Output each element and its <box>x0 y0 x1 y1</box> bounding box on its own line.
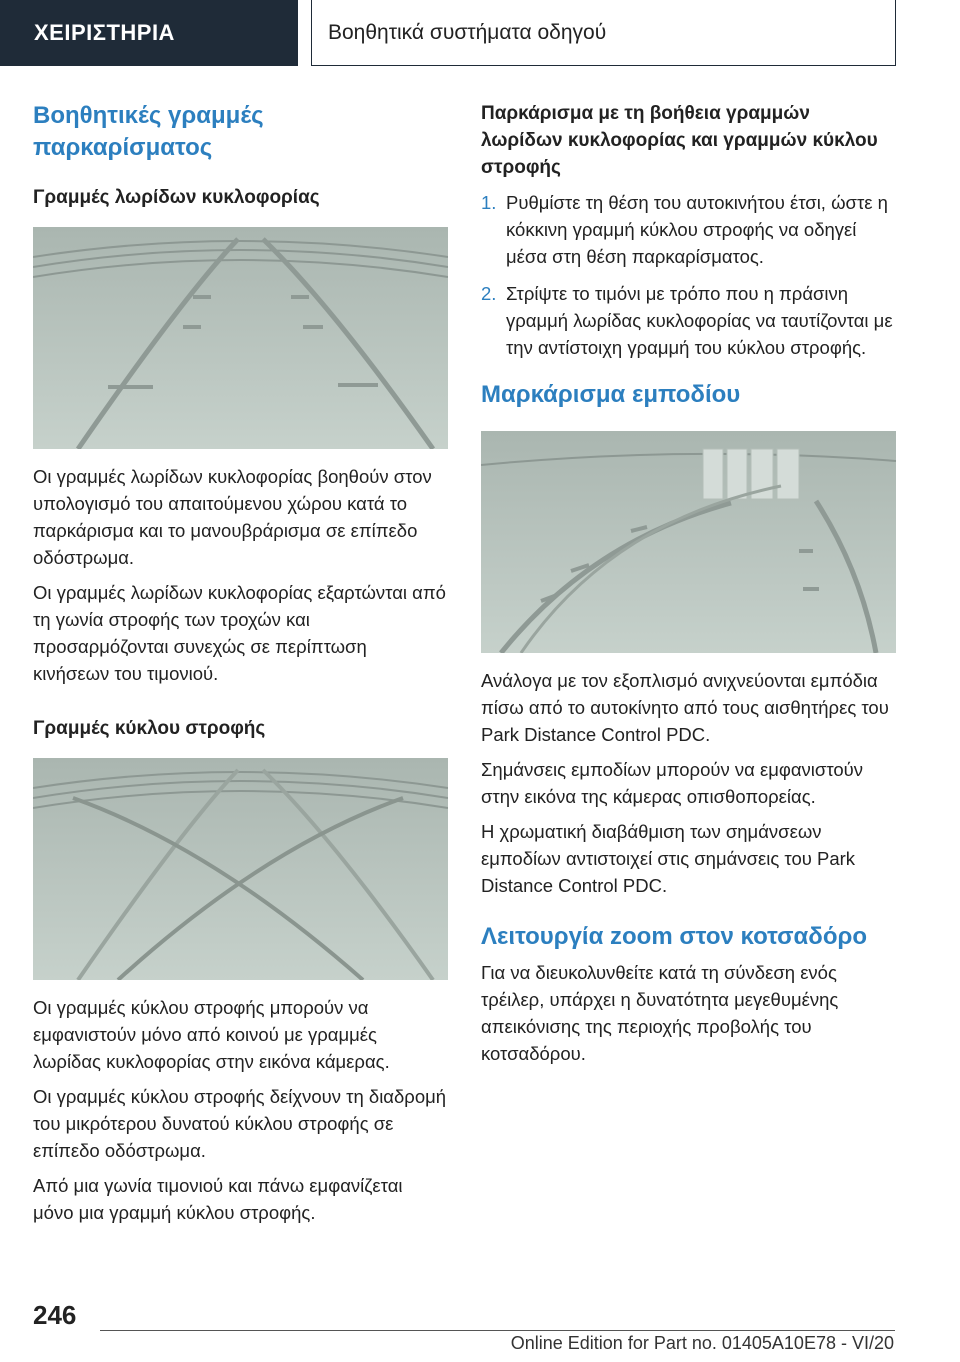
paragraph: Οι γραμμές κύκλου στροφής δείχνουν τη διαδρομή του μικρότερου δυνατού κύκλου στροφής σε επίπεδο οδόστρωμα. <box>33 1086 447 1161</box>
list-item <box>481 189 896 270</box>
step-number: 1. <box>481 192 497 213</box>
step-number: 2. <box>481 283 497 304</box>
footer-divider <box>100 1330 895 1331</box>
page-number: 246 <box>33 1300 77 1330</box>
subheading-parking-procedure: Παρκάρισμα με τη βοήθεια γραμμών λωρίδων κυκλοφορίας και γραμμών κύκλου στροφής <box>481 103 878 178</box>
subheading-turning-lines: Γραμμές κύκλου στροφής <box>33 718 266 739</box>
right-column <box>481 100 896 1075</box>
steps-list <box>481 189 896 361</box>
paragraph: Οι γραμμές λωρίδων κυκλοφορίας βοηθούν στον υπολογισμό του απαιτούμενου χώρου κατά το παρκάρισμα και το μανουβράρισμα σε επίπεδο οδόστρωμα. <box>33 466 432 568</box>
paragraph: Σημάνσεις εμποδίων μπορούν να εμφανιστούν στην εικόνα της κάμερας οπισθοπορείας. <box>481 759 864 807</box>
section-title-obstacle-marking: Μαρκάρισμα εμποδίου <box>481 381 741 408</box>
obstacle-marking-illustration <box>481 431 896 653</box>
section-title-parking-lines: Βοηθητικές γραμμές παρκαρίσματος <box>33 102 264 161</box>
footer-edition: Online Edition for Part no. 01405A10E78 - VI/20 <box>510 1333 894 1353</box>
paragraph: Οι γραμμές λωρίδων κυκλοφορίας εξαρτώνται από τη γωνία στροφής των τροχών και προσαρμόζονται συνεχώς σε περίπτωση κινήσεων του τιμονιού. <box>33 582 446 684</box>
paragraph: Οι γραμμές κύκλου στροφής μπορούν να εμφανιστούν μόνο από κοινού με γραμμές λωρίδας κυκλοφορίας στην εικόνα κάμερας. <box>33 997 390 1072</box>
list-item <box>481 280 896 361</box>
paragraph: Ανάλογα με τον εξοπλισμό ανιχνεύονται εμπόδια πίσω από το αυτοκίνητο από τους αισθητήρες του Park Distance Control PDC. <box>481 670 889 745</box>
step-text: Στρίψτε το τιμόνι με τρόπο που η πράσινη γραμμή λωρίδας κυκλοφορίας να ταυτίζονται με την αντίστοιχη γραμμή του κύκλου στροφής. <box>506 283 893 358</box>
lane-lines-illustration <box>33 227 448 449</box>
turning-circle-illustration <box>33 758 448 980</box>
step-text: Ρυθμίστε τη θέση του αυτοκινήτου έτσι, ώστε η κόκκινη γραμμή κύκλου στροφής να οδηγεί μέσα στη θέση παρκαρίσματος. <box>506 192 888 267</box>
chapter-tab: ΧΕΙΡΙΣΤΗΡΙΑ <box>0 0 298 66</box>
section-title-hitch-zoom: Λειτουργία zoom στον κοτσαδόρο <box>481 923 868 950</box>
page-header <box>0 0 896 66</box>
subheading-lane-lines: Γραμμές λωρίδων κυκλοφορίας <box>33 187 320 208</box>
paragraph: Για να διευκολυνθείτε κατά τη σύνδεση ενός τρέιλερ, υπάρχει η δυνατότητα μεγεθυμένης απεικόνισης της περιοχής προβολής του κοτσαδόρου. <box>481 962 839 1064</box>
paragraph: Από μια γωνία τιμονιού και πάνω εμφανίζεται μόνο μια γραμμή κύκλου στροφής. <box>33 1175 403 1223</box>
section-tab: Βοηθητικά συστήματα οδηγού <box>311 0 896 66</box>
paragraph: Η χρωματική διαβάθμιση των σημάνσεων εμποδίων αντιστοιχεί στις σημάνσεις του Park Distance Control PDC. <box>481 821 856 896</box>
left-column <box>33 100 448 1234</box>
